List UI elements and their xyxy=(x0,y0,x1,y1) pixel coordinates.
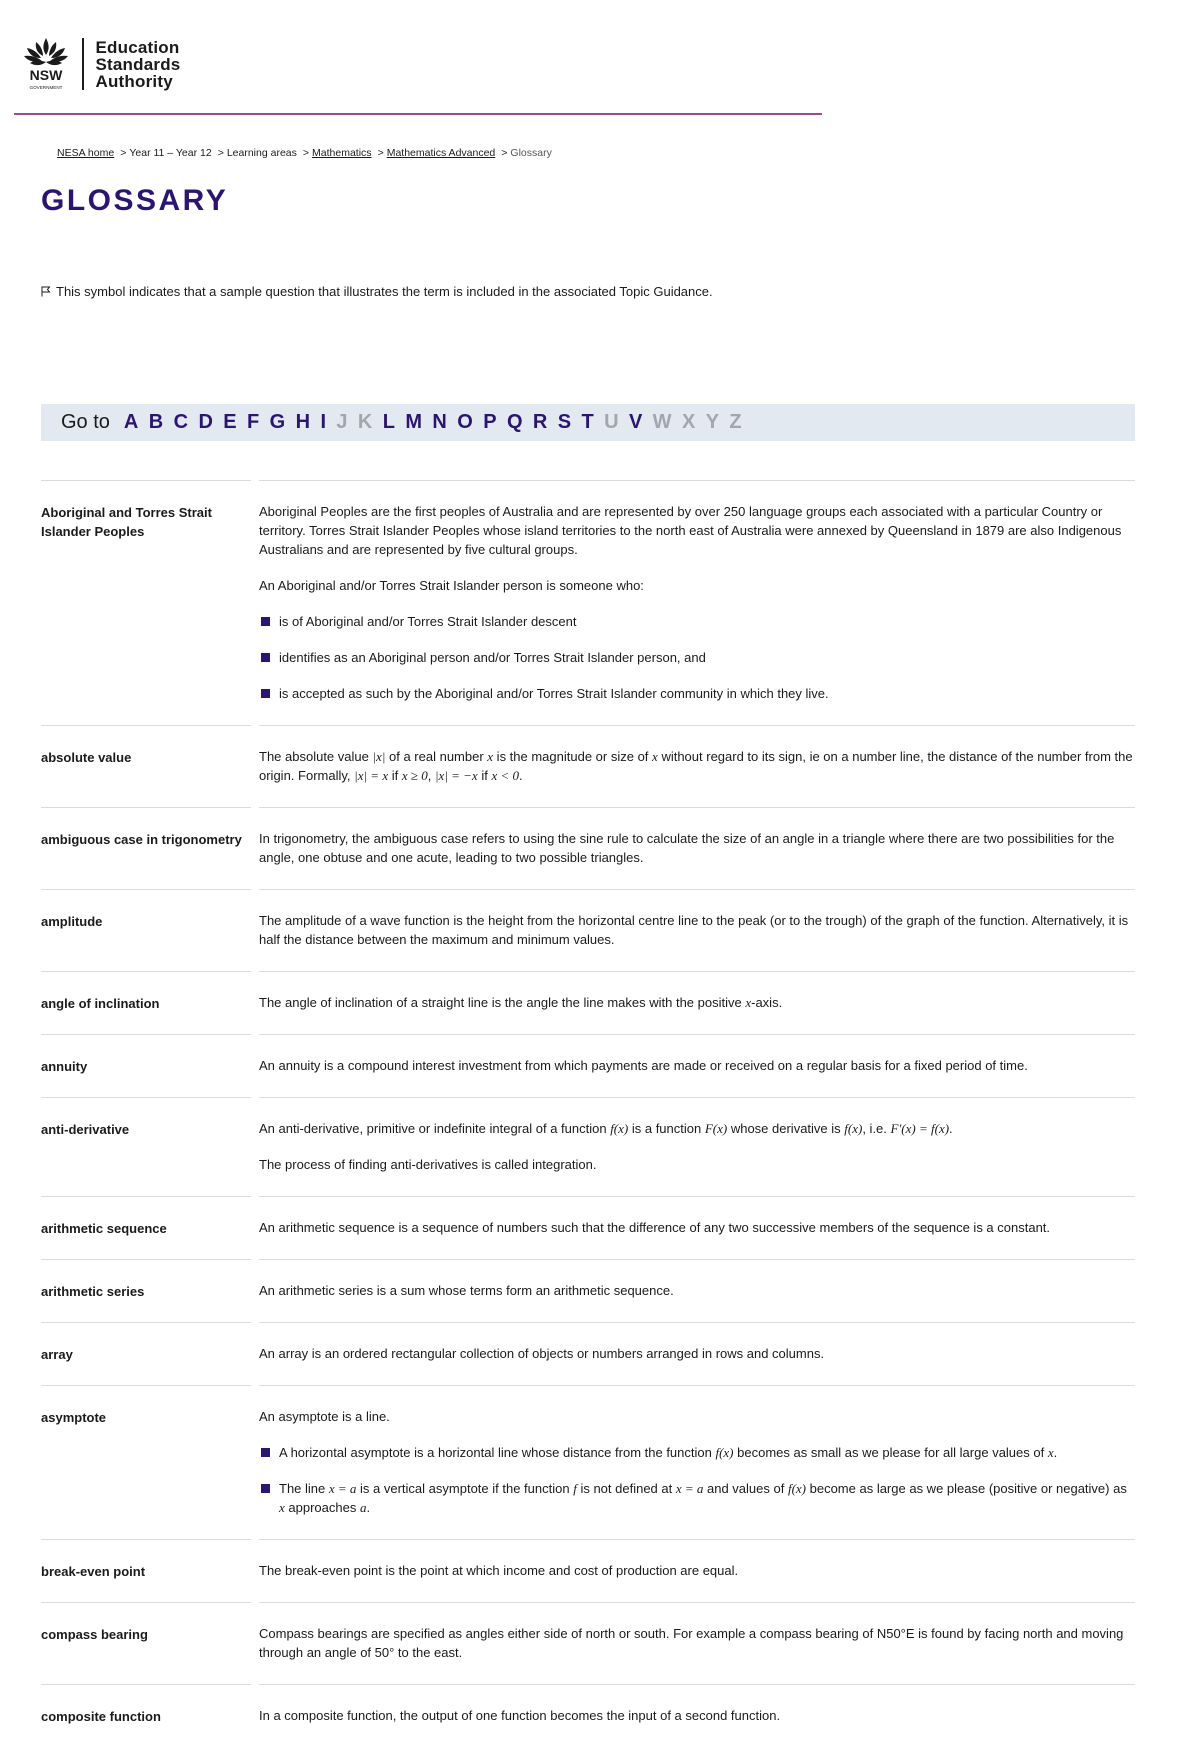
breadcrumb-item[interactable]: NESA home xyxy=(57,147,115,159)
glossary-term: asymptote xyxy=(41,1385,251,1539)
column-gap xyxy=(251,1385,259,1539)
goto-letter-a[interactable]: A xyxy=(123,411,139,433)
bullet-square-icon xyxy=(261,1448,270,1457)
breadcrumb-item: Year 11 – Year 12 xyxy=(129,147,212,159)
definition-paragraph: An arithmetic series is a sum whose terms form an arithmetic sequence. xyxy=(259,1283,674,1298)
bullet-text: A horizontal asymptote is a horizontal line whose distance from the function f(x) becomes as small as we please for all large values of x. xyxy=(279,1445,1058,1460)
definition-paragraph: The angle of inclination of a straight line is the angle the line makes with the positive x-axis. xyxy=(259,995,783,1010)
bullet-text: is accepted as such by the Aboriginal and/or Torres Strait Islander community in which they live. xyxy=(279,686,829,701)
glossary-row xyxy=(41,889,1135,971)
goto-letter-o[interactable]: O xyxy=(457,411,473,433)
goto-letter-i[interactable]: I xyxy=(320,411,326,433)
breadcrumb-separator: > xyxy=(501,147,508,159)
goto-letter-n[interactable]: N xyxy=(432,411,447,433)
definition-paragraph: An anti-derivative, primitive or indefinite integral of a function f(x) is a function F(x) whose derivative is f(x), i.e. F′(x) = f(x). xyxy=(259,1121,953,1136)
goto-letter-f[interactable]: F xyxy=(247,411,260,433)
definition-bullet xyxy=(261,612,1135,631)
goto-letter-r[interactable]: R xyxy=(532,411,548,433)
goto-letter-p[interactable]: P xyxy=(483,411,497,433)
glossary-term: angle of inclination xyxy=(41,971,251,1034)
glossary-term: absolute value xyxy=(41,725,251,807)
column-gap xyxy=(251,1602,259,1684)
logo-text xyxy=(96,39,181,90)
column-gap xyxy=(251,480,259,725)
topic-guidance-note xyxy=(41,284,713,299)
column-gap xyxy=(251,889,259,971)
flag-icon xyxy=(41,286,51,297)
glossary-term: arithmetic sequence xyxy=(41,1196,251,1259)
glossary-row xyxy=(41,1539,1135,1602)
nsw-waratah-icon xyxy=(20,36,72,92)
nesa-logo[interactable] xyxy=(20,36,180,92)
bullet-square-icon xyxy=(261,689,270,698)
breadcrumb-item[interactable]: Mathematics xyxy=(312,147,372,159)
breadcrumb-separator: > xyxy=(120,147,127,159)
glossary-row xyxy=(41,807,1135,889)
glossary-row xyxy=(41,1196,1135,1259)
glossary-definition xyxy=(259,1539,1135,1602)
definition-paragraph: An array is an ordered rectangular collection of objects or numbers arranged in rows and columns. xyxy=(259,1346,825,1361)
definition-paragraph: The absolute value |x| of a real number x is the magnitude or size of x without regard to its sign, ie on a number line, the distance of the number from the origin. Formally, |x| = x if x ≥ 0, |x| = −x if x < 0. xyxy=(259,749,1133,783)
goto-letter-d[interactable]: D xyxy=(198,411,213,433)
column-gap xyxy=(251,1259,259,1322)
breadcrumb-separator: > xyxy=(302,147,310,159)
bullet-text: The line x = a is a vertical asymptote if the function f is not defined at x = a and values of f(x) become as large as we please (positive or negative) as x approaches a. xyxy=(279,1481,1127,1515)
column-gap xyxy=(251,1539,259,1602)
glossary-definition xyxy=(259,1684,1135,1747)
glossary-definition xyxy=(259,480,1135,725)
glossary-row xyxy=(41,725,1135,807)
goto-label: Go to xyxy=(61,411,110,433)
definition-bullet xyxy=(261,648,1135,667)
goto-letter-z: Z xyxy=(729,411,742,433)
note-text: This symbol indicates that a sample question that illustrates the term is included in the associated Topic Guidance. xyxy=(56,284,713,299)
header-divider xyxy=(14,113,822,115)
glossary-definition xyxy=(259,889,1135,971)
logo-divider xyxy=(82,38,84,90)
bullet-square-icon xyxy=(261,653,270,662)
column-gap xyxy=(251,1322,259,1385)
definition-paragraph: Aboriginal Peoples are the first peoples of Australia and are represented by over 250 language groups each associated with a particular Country or territory. Torres Strait Islander Peoples whose island territories to the north east of Australia were annexed by Queensland in 1879 are also Indigenous Australians and are represented by five cultural groups. xyxy=(259,504,1122,557)
logo-line-1: Education xyxy=(95,37,180,57)
logo-line-3: Authority xyxy=(95,71,173,91)
logo-sub: GOVERNMENT xyxy=(29,85,63,90)
glossary-definition xyxy=(259,1385,1135,1539)
glossary-term: amplitude xyxy=(41,889,251,971)
column-gap xyxy=(251,807,259,889)
glossary-definition xyxy=(259,807,1135,889)
breadcrumb-item[interactable]: Mathematics Advanced xyxy=(386,147,496,159)
glossary-term: anti-derivative xyxy=(41,1097,251,1196)
glossary-definition xyxy=(259,1259,1135,1322)
goto-letter-k: K xyxy=(357,411,373,433)
glossary-term: compass bearing xyxy=(41,1602,251,1684)
glossary-row xyxy=(41,1602,1135,1684)
glossary-row xyxy=(41,480,1135,725)
breadcrumb xyxy=(57,147,558,159)
definition-paragraph: An arithmetic sequence is a sequence of numbers such that the difference of any two successive members of the sequence is a constant. xyxy=(259,1220,1051,1235)
goto-letter-e[interactable]: E xyxy=(223,411,237,433)
glossary-row xyxy=(41,1385,1135,1539)
glossary-list xyxy=(41,480,1135,1747)
column-gap xyxy=(251,1684,259,1747)
logo-line-2: Standards xyxy=(95,54,181,74)
glossary-term: Aboriginal and Torres Strait Islander Peoples xyxy=(41,480,251,725)
glossary-term: array xyxy=(41,1322,251,1385)
goto-letter-x: X xyxy=(681,411,696,433)
goto-letter-y: Y xyxy=(705,411,720,433)
glossary-term: arithmetic series xyxy=(41,1259,251,1322)
definition-paragraph: An annuity is a compound interest investment from which payments are made or received on a regular basis for a fixed period of time. xyxy=(259,1058,1028,1073)
goto-letter-u: U xyxy=(604,411,619,433)
glossary-term: break-even point xyxy=(41,1539,251,1602)
glossary-definition xyxy=(259,1196,1135,1259)
goto-letter-t[interactable]: T xyxy=(581,411,594,433)
glossary-definition xyxy=(259,1602,1135,1684)
glossary-term: annuity xyxy=(41,1034,251,1097)
glossary-row xyxy=(41,1259,1135,1322)
definition-bullet xyxy=(261,1443,1135,1462)
glossary-row xyxy=(41,1097,1135,1196)
glossary-definition xyxy=(259,725,1135,807)
glossary-definition xyxy=(259,1097,1135,1196)
bullet-square-icon xyxy=(261,1484,270,1493)
glossary-row xyxy=(41,1684,1135,1747)
definition-bullet xyxy=(261,1479,1135,1517)
definition-paragraph: The break-even point is the point at which income and cost of production are equal. xyxy=(259,1563,739,1578)
bullet-text: is of Aboriginal and/or Torres Strait Islander descent xyxy=(279,614,577,629)
definition-paragraph: The amplitude of a wave function is the height from the horizontal centre line to the peak (or to the trough) of the graph of the function. Alternatively, it is half the distance between the maximum and minimum values. xyxy=(259,913,1129,947)
definition-paragraph: An asymptote is a line. xyxy=(259,1409,390,1424)
definition-paragraph: An Aboriginal and/or Torres Strait Islander person is someone who: xyxy=(259,578,644,593)
glossary-definition xyxy=(259,1322,1135,1385)
breadcrumb-item: Glossary xyxy=(510,147,552,159)
goto-letter-j: J xyxy=(336,411,348,433)
definition-paragraph: In a composite function, the output of one function becomes the input of a second function. xyxy=(259,1708,781,1723)
goto-letter-m[interactable]: M xyxy=(405,411,423,433)
definition-paragraph: Compass bearings are specified as angles either side of north or south. For example a compass bearing of N50°E is found by facing north and moving through an angle of 50° to the east. xyxy=(259,1626,1124,1660)
glossary-row xyxy=(41,971,1135,1034)
column-gap xyxy=(251,1097,259,1196)
goto-letter-h[interactable]: H xyxy=(295,411,311,433)
glossary-definition xyxy=(259,1034,1135,1097)
alphabet-nav xyxy=(41,404,1135,441)
bullet-text: identifies as an Aboriginal person and/or Torres Strait Islander person, and xyxy=(279,650,706,665)
goto-letter-q[interactable]: Q xyxy=(506,411,523,433)
column-gap xyxy=(251,725,259,807)
breadcrumb-separator: > xyxy=(217,147,224,159)
column-gap xyxy=(251,1034,259,1097)
breadcrumb-separator: > xyxy=(377,147,384,159)
goto-letter-v[interactable]: V xyxy=(628,411,643,433)
breadcrumb-item: Learning areas xyxy=(226,147,297,159)
definition-paragraph: In trigonometry, the ambiguous case refers to using the sine rule to calculate the size of an angle in a triangle where there are two possibilities for the angle, one obtuse and one acute, leading to two possible triangles. xyxy=(259,831,1115,865)
goto-letter-g[interactable]: G xyxy=(269,411,286,433)
glossary-row xyxy=(41,1322,1135,1385)
definition-paragraph: The process of finding anti-derivatives is called integration. xyxy=(259,1157,597,1172)
logo-wordmark: NSW xyxy=(29,67,63,83)
bullet-square-icon xyxy=(261,617,270,626)
column-gap xyxy=(251,1196,259,1259)
glossary-row xyxy=(41,1034,1135,1097)
goto-letter-w: W xyxy=(652,411,672,433)
definition-bullet xyxy=(261,684,1135,703)
goto-letter-c[interactable]: C xyxy=(173,411,189,433)
goto-letter-s[interactable]: S xyxy=(557,411,572,433)
glossary-term: composite function xyxy=(41,1684,251,1747)
glossary-term: ambiguous case in trigonometry xyxy=(41,807,251,889)
glossary-definition xyxy=(259,971,1135,1034)
goto-letter-b[interactable]: B xyxy=(148,411,164,433)
column-gap xyxy=(251,971,259,1034)
site-header xyxy=(0,0,1200,115)
goto-letter-l[interactable]: L xyxy=(382,411,395,433)
page-title: GLOSSARY xyxy=(41,184,229,217)
